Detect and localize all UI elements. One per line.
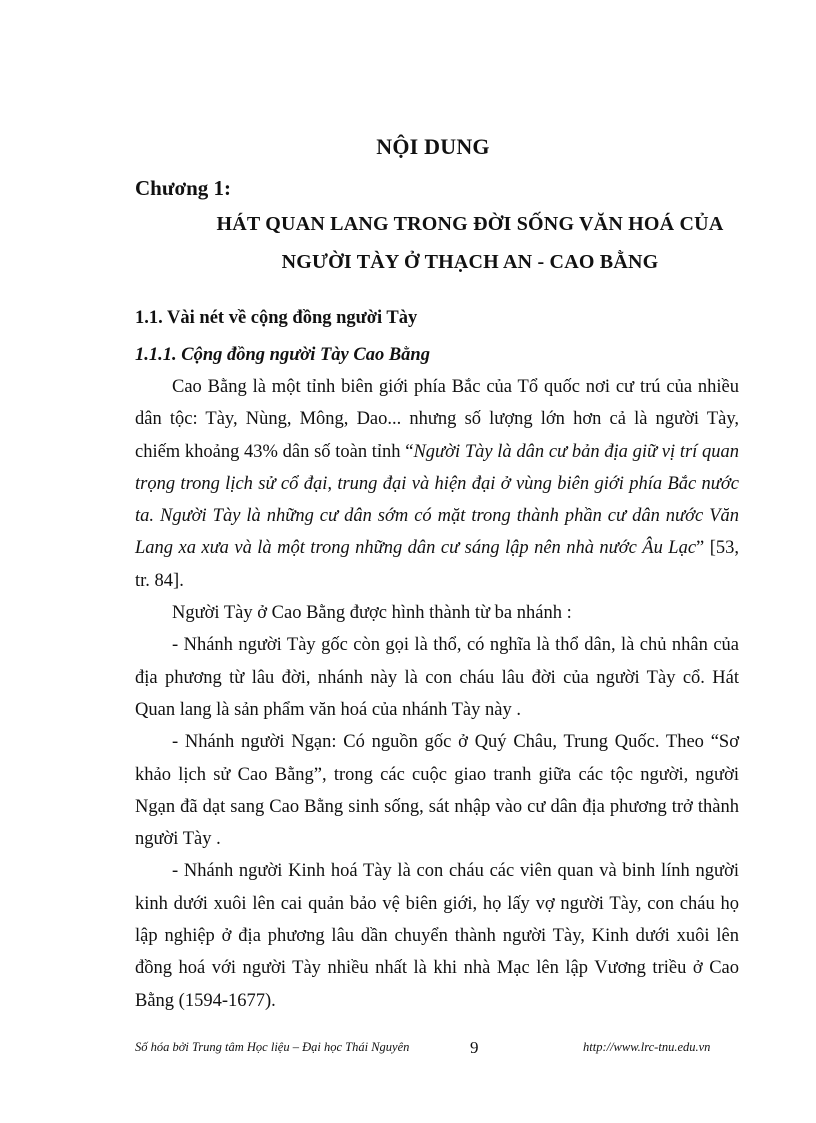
chapter-title-line-2: NGƯỜI TÀY Ở THẠCH AN - CAO BẰNG (281, 251, 659, 273)
footer-source: Số hóa bởi Trung tâm Học liệu – Đại học Thái Nguyên (135, 1040, 410, 1054)
paragraph-1-quote: Người Tày là dân cư bản địa giữ vị trí quan trọng trong lịch sử cổ đại, trung đại và hiện đại ở vùng biên giới phía Bắc nước ta. Người Tày là những cư dân sớm có mặt trong thành phần cư dân nước Văn Lang xa xưa và là một trong những dân cư sáng lập nên nhà nước Âu Lạc (135, 441, 739, 559)
paragraph-2: Người Tày ở Cao Bằng được hình thành từ ba nhánh : (172, 603, 572, 624)
page-number: 9 (470, 1038, 479, 1057)
page-title: NỘI DUNG (376, 134, 490, 159)
paragraph-3: - Nhánh người Tày gốc còn gọi là thổ, có nghĩa là thổ dân, là chủ nhân của địa phương từ lâu đời, nhánh này là con cháu lâu đời của người Tày cổ. Hát Quan lang là sản phẩm văn hoá của nhánh Tày này . (135, 635, 739, 720)
chapter-title-line-1: HÁT QUAN LANG TRONG ĐỜI SỐNG VĂN HOÁ CỦA (216, 213, 724, 235)
body-text (135, 371, 739, 1017)
paragraph-5: - Nhánh người Kinh hoá Tày là con cháu các viên quan và binh lính người kinh dưới xuôi lên cai quản bảo vệ biên giới, họ lấy vợ người Tày, con cháu họ lập nghiệp ở địa phương lâu dần chuyển thành người Tày, Kinh dưới xuôi lên đồng hoá với người Tày nhiều nhất là khi nhà Mạc lên lập Vương triều ở Cao Bằng (1594-1677). (135, 861, 739, 1011)
subsection-heading: 1.1.1. Cộng đồng người Tày Cao Bằng (135, 345, 430, 365)
chapter-label: Chương 1: (135, 176, 231, 200)
section-heading: 1.1. Vài nét về cộng đồng người Tày (135, 308, 418, 328)
footer-url[interactable]: http://www.lrc-tnu.edu.vn (583, 1040, 711, 1054)
paragraph-1-citation: ” [53, tr. 84]. (135, 538, 739, 591)
paragraph-4: - Nhánh người Ngạn: Có nguồn gốc ở Quý Châu, Trung Quốc. Theo “Sơ khảo lịch sử Cao Bằng”, trong các cuộc giao tranh giữa các tộc người, người Ngạn đã dạt sang Cao Bằng sinh sống, sát nhập vào cư dân địa phương trở thành người Tày . (135, 732, 739, 850)
paragraph-1-text: Cao Bằng là một tỉnh biên giới phía Bắc của Tổ quốc nơi cư trú của nhiều dân tộc: Tày, Nùng, Mông, Dao... nhưng số lượng lớn hơn cả là người Tày, chiếm khoảng 43% dân số toàn tỉnh “ (135, 377, 739, 462)
paragraph-1 (135, 371, 739, 597)
